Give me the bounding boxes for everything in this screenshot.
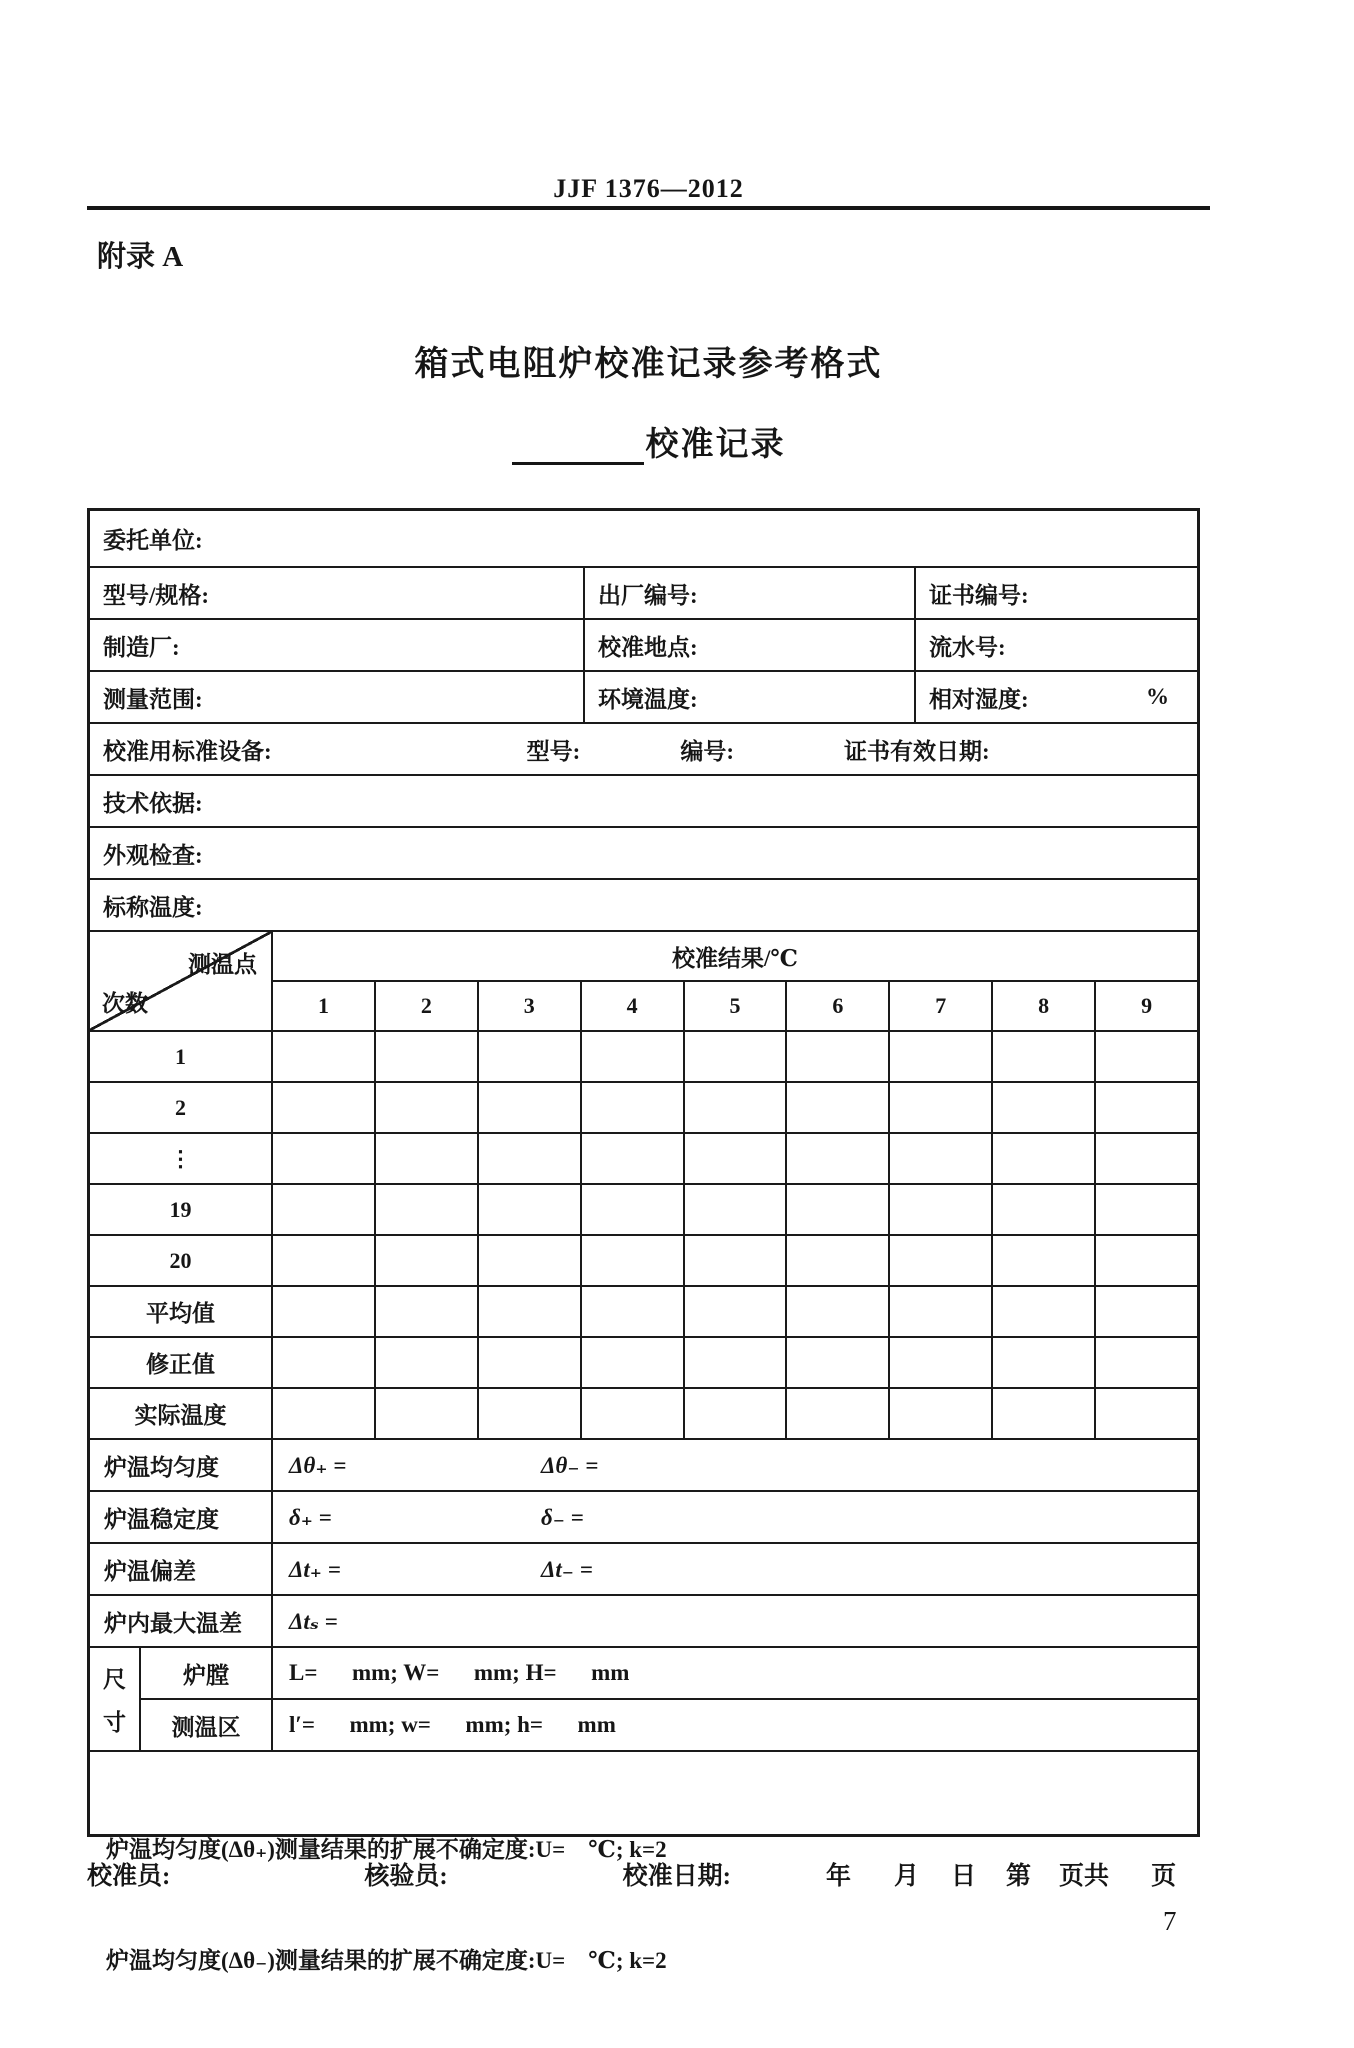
field-serial-number: 流水号: [914,620,1197,670]
grid-row-actual-temp [90,1387,1197,1438]
appendix-label: 附录 A [97,241,184,273]
stability-values [271,1492,1197,1542]
year-label: 年 [825,1863,851,1890]
doc-number: JJF 1376—2012 [553,174,744,203]
grid-cell [1094,1032,1197,1081]
percent-sign: % [1146,684,1169,709]
std-equipment-label: 校准用标准设备: [103,738,272,764]
dimension-rows [139,1648,1197,1750]
chamber-label: 炉膛 [139,1648,271,1698]
uncertainty-line-1: 炉温均匀度(Δθ₊)测量结果的扩展不确定度:U= ℃; k=2 [106,1837,667,1862]
grid-header-right [271,932,1197,1030]
grid-cell [888,1083,991,1132]
grid-cell [374,1185,477,1234]
grid-cell [271,1236,374,1285]
stability-formula-minus: δ₋ = [541,1504,584,1530]
grid-cell [888,1287,991,1336]
dimension-label [90,1648,139,1750]
grid-cell [1094,1338,1197,1387]
grid-cell [888,1236,991,1285]
grid-cell [683,1134,786,1183]
grid-cell [477,1134,580,1183]
grid-cell [683,1236,786,1285]
grid-row-correction [90,1336,1197,1387]
grid-row-label: 修正值 [146,1352,215,1377]
grid-cell [271,1083,374,1132]
grid-cell [580,1287,683,1336]
grid-cell [580,1185,683,1234]
grid-cell [271,1389,374,1438]
dimension-char-bottom: 寸 [103,1709,126,1735]
grid-cell [785,1236,888,1285]
grid-cell [477,1389,580,1438]
zone-row [139,1698,1197,1750]
field-measure-range: 测量范围: [103,686,203,712]
field-entrust-unit: 委托单位: [103,528,203,553]
field-factory-number: 出厂编号: [583,568,914,618]
max-diff-label: 炉内最大温差 [104,1610,242,1636]
grid-header-row [90,930,1197,1030]
record-subtitle-text: 校准记录 [645,427,786,463]
deviation-formula-minus: Δt₋ = [541,1556,593,1582]
row-dimensions [90,1646,1197,1750]
grid-cell [888,1338,991,1387]
grid-cell [888,1389,991,1438]
grid-row-label: 平均值 [146,1301,215,1326]
grid-row-label: 1 [175,1043,186,1069]
calibrator-label: 校准员: [87,1863,171,1890]
grid-cell [683,1083,786,1132]
uniformity-values [271,1440,1197,1490]
grid-row-label: 2 [175,1094,186,1120]
chamber-value: L= mm; W= mm; H= mm [271,1648,1197,1698]
grid-cell [271,1185,374,1234]
grid-cell [374,1287,477,1336]
row-entrust-unit [90,511,1197,566]
grid-row-19 [90,1183,1197,1234]
grid-row-average [90,1285,1197,1336]
col-header-1: 1 [317,993,329,1018]
grid-cell [580,1083,683,1132]
col-header-6: 6 [785,982,888,1030]
grid-cell [991,1389,1094,1438]
signature-footer [87,1856,1200,1892]
grid-cell [888,1134,991,1183]
col-header-8: 8 [991,982,1094,1030]
grid-cell [785,1338,888,1387]
grid-cell [683,1032,786,1081]
blank-underline [512,432,644,465]
grid-cell [271,1032,374,1081]
row-nominal-temp [90,878,1197,930]
row-stability [90,1490,1197,1542]
record-subtitle [87,418,1210,465]
grid-row-ellipsis [90,1132,1197,1183]
deviation-values [271,1544,1197,1594]
deviation-label: 炉温偏差 [104,1558,196,1584]
grid-cell [991,1083,1094,1132]
row-manufacturer [90,618,1197,670]
grid-row-label: 实际温度 [134,1403,227,1428]
row-max-diff [90,1594,1197,1646]
corner-label-times: 次数 [102,991,148,1016]
grid-cell [785,1287,888,1336]
field-visual-check: 外观检查: [103,842,203,868]
grid-cell [374,1032,477,1081]
grid-cell [374,1083,477,1132]
field-nominal-temp: 标称温度: [103,894,203,920]
grid-corner-cell [90,932,271,1030]
field-cert-number: 证书编号: [914,568,1197,618]
col-header-2: 2 [374,982,477,1030]
chamber-row [139,1648,1197,1698]
grid-cell [580,1389,683,1438]
grid-cell [888,1185,991,1234]
row-std-equipment [90,722,1197,774]
grid-cell [1094,1083,1197,1132]
result-header: 校准结果/℃ [672,945,798,971]
grid-cell [991,1134,1094,1183]
col-header-3: 3 [477,982,580,1030]
deviation-formula-plus: Δt₊ = [289,1556,341,1582]
grid-cell [477,1236,580,1285]
form-title: 箱式电阻炉校准记录参考格式 [414,346,883,383]
page-unit-label: 页 [1151,1863,1177,1890]
grid-cell [683,1389,786,1438]
grid-cell [271,1134,374,1183]
grid-cell [785,1083,888,1132]
grid-cell [785,1389,888,1438]
grid-cell [271,1287,374,1336]
grid-cell [580,1134,683,1183]
grid-cell [991,1287,1094,1336]
verifier-label: 核验员: [364,1863,448,1890]
row-deviation [90,1542,1197,1594]
std-model-label: 型号: [526,738,581,764]
row-range-env [90,670,1197,722]
max-diff-formula: Δtₛ = [289,1608,338,1634]
grid-cell [580,1032,683,1081]
field-model-spec: 型号/规格: [103,582,210,608]
day-label: 日 [951,1863,977,1890]
grid-cell [1094,1287,1197,1336]
row-model-factory-cert [90,566,1197,618]
stability-label: 炉温稳定度 [104,1506,219,1532]
zone-label: 测温区 [139,1700,271,1750]
row-visual-check [90,826,1197,878]
col-header-9: 9 [1094,982,1197,1030]
grid-cell [580,1338,683,1387]
grid-cell [991,1185,1094,1234]
grid-row-2 [90,1081,1197,1132]
grid-cell [1094,1185,1197,1234]
grid-cell [785,1185,888,1234]
grid-cell [1094,1236,1197,1285]
grid-cell [477,1083,580,1132]
grid-row-label: 20 [169,1247,192,1273]
grid-row-20 [90,1234,1197,1285]
uniformity-label: 炉温均匀度 [104,1454,219,1480]
zone-value: l′= mm; w= mm; h= mm [271,1700,1197,1750]
grid-cell [785,1134,888,1183]
grid-cell [477,1185,580,1234]
dimension-char-top: 尺 [103,1667,126,1693]
grid-cell [477,1287,580,1336]
column-headers [273,980,1197,1030]
uncertainty-line-2: 炉温均匀度(Δθ₋)测量结果的扩展不确定度:U= ℃; k=2 [106,1948,667,1973]
row-uniformity [90,1438,1197,1490]
grid-cell [683,1338,786,1387]
col-header-5: 5 [683,982,786,1030]
grid-cell [1094,1134,1197,1183]
month-label: 月 [894,1863,920,1890]
grid-cell [374,1236,477,1285]
field-std-equipment [90,724,1197,774]
grid-cell [785,1032,888,1081]
grid-cell [271,1338,374,1387]
grid-cell [991,1338,1094,1387]
grid-cell [374,1389,477,1438]
field-calib-location: 校准地点: [583,620,914,670]
stability-formula-plus: δ₊ = [289,1504,332,1530]
grid-cell [991,1032,1094,1081]
grid-row-1 [90,1030,1197,1081]
grid-cell [888,1032,991,1081]
col-header-4: 4 [580,982,683,1030]
col-header-7: 7 [888,982,991,1030]
page-of-label: 页共 [1059,1863,1110,1890]
page-no-label: 第 [1006,1863,1032,1890]
std-cert-date-label: 证书有效日期: [844,738,990,764]
rel-humidity-label: 相对湿度: [929,686,1029,712]
grid-cell [991,1236,1094,1285]
header-rule [87,206,1210,210]
std-serial-label: 编号: [680,738,735,764]
field-manufacturer: 制造厂: [103,634,180,660]
grid-cell [683,1287,786,1336]
max-diff-value [271,1596,1197,1646]
field-rel-humidity [914,672,1197,722]
grid-row-label: ⋮ [169,1145,192,1171]
field-env-temp: 环境温度: [583,672,914,722]
grid-cell [477,1032,580,1081]
page-number: 7 [1163,1906,1177,1936]
row-tech-basis [90,774,1197,826]
calib-date-label: 校准日期: [622,1863,731,1890]
grid-cell [1094,1389,1197,1438]
grid-cell [580,1236,683,1285]
uniformity-formula-plus: Δθ₊ = [289,1452,347,1478]
grid-row-label: 19 [169,1196,192,1222]
field-tech-basis: 技术依据: [103,790,203,816]
grid-cell [477,1338,580,1387]
grid-cell [374,1134,477,1183]
corner-label-measure-point: 测温点 [188,952,257,977]
grid-cell [374,1338,477,1387]
grid-cell [683,1185,786,1234]
uniformity-formula-minus: Δθ₋ = [541,1452,599,1478]
